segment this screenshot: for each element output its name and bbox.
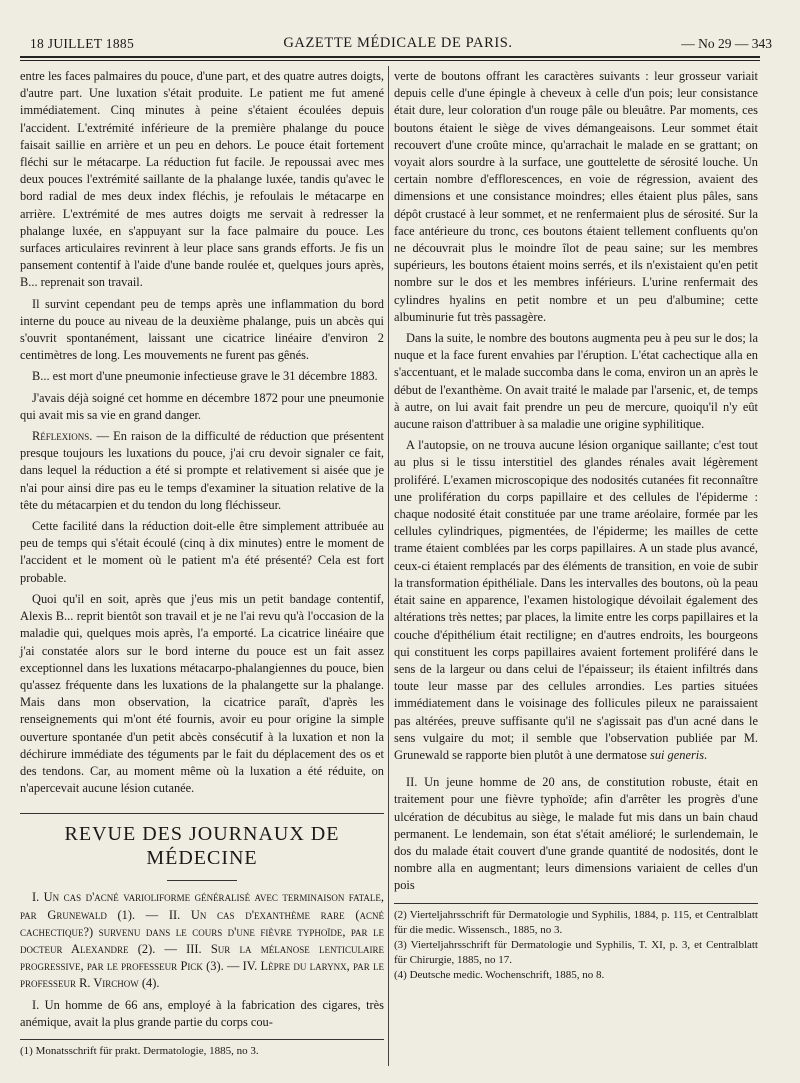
journal-title: GAZETTE MÉDICALE DE PARIS. xyxy=(283,35,513,51)
paragraph-end: . xyxy=(704,747,708,762)
paragraph: Quoi qu'il en soit, après que j'eus mis un petit bandage contentif, Alexis B... reprit bientôt son travail et je ne l'ai revu qu'à l'occasion de la maladie qui, quelques mois après, l'a emporté. La cicatrice linéaire que j'ai constatée alors sur le bord interne du pouce est un fait assez exceptionnel dans les luxations métacarpo-phalangiennes du pouce, bien qu'assez fréquente dans les luxations de la phalangette sur la phalange. Mais dans mon observation, la cicatrice paraît, d'après les renseignements qui m'ont été fournis, avoir eu pour origine la simple ouverture spontanée d'un petit abcès consécutif à la luxation et non la déchirure immédiate des téguments par le fait du déplacement des os et des tendons. Car, au moment même où la luxation a été réduite, on n'apercevait aucune lésion cutanée. xyxy=(20,591,384,796)
emphasis: sui generis xyxy=(650,747,705,762)
paragraph: II. Un jeune homme de 20 ans, de constitution robuste, était en traitement pour une fièvre typhoïde; afin d'arrêter les progrès d'une ulcération de décubitus au siège, le malade fut mis dans un bain chaud permanent. Le lendemain, son état s'était amélioré; le surlendemain, le dos du malade était couvert d'une grande quantité de nodosités, dont le nombre alla en augmentant; leurs dimensions variaient de celles d'un pois xyxy=(394,775,758,893)
paragraph: entre les faces palmaires du pouce, d'une part, et des quatre autres doigts, d'autre part. Une luxation s'était produite. Le patient me fut amené immédiatement. Cinq minutes à peine s'étaient écoulées depuis l'accident. L'extrémité inférieure de la première phalange du pouce faisait saillie en arrière et un peu en dehors. Le pouce était fortement fléchi sur le métacarpe. La réduction fut facile. Je repoussai avec mes deux pouces l'extrémité saillante de la phalange luxée, tandis qu'avec le bord radial de mes deux index fléchis, je refoulais le métacarpe en arrière. L'extrémité de mes autres doigts me servait à redresser la phalange luxée, en s'appuyant sur la face palmaire du pouce. Les surfaces articulaires revinrent à leur place sans grands efforts. Je fis un pansement contentif à l'aide d'une bande roulée et, quelques jours après, B... reprenait son travail. xyxy=(20,69,384,290)
running-header xyxy=(24,34,772,54)
header-rule xyxy=(20,56,760,58)
header-date: 18 JUILLET 1885 xyxy=(30,36,134,51)
review-contents: I. Un cas d'acné varioliforme généralisé avec terminaison fatale, par Grunewald (1). — II. Un cas d'exanthème rare (acné cachectique?) survenu dans le cours d'une fièvre typhoïde, par le docteur Alexandre (2). — III. Sur la mélanose lenticulaire progressive, par le professeur Pick (3). — IV. Lèpre du larynx, par le professeur R. Virchow (4). xyxy=(20,890,384,991)
right-column xyxy=(394,68,758,983)
footnote: (4) Deutsche medic. Wochenschrift, 1885, no 8. xyxy=(394,968,605,981)
footnote: (3) Vierteljahrsschrift für Dermatologie und Syphilis, T. XI, p. 3, et Centralblatt für Chirurgie, 1885, no 17. xyxy=(394,938,758,966)
header-rule-thin xyxy=(20,60,760,61)
left-column xyxy=(20,68,384,1059)
reflexions-label: Réflexions. xyxy=(32,429,93,444)
paragraph: I. Un homme de 66 ans, employé à la fabrication des cigares, très anémique, avait la plus grande partie du corps cou- xyxy=(20,997,384,1029)
paragraph: J'avais déjà soigné cet homme en décembre 1872 pour une pneumonie qui avait mis sa vie en grand danger. xyxy=(20,390,384,422)
paragraph: Cette facilité dans la réduction doit-elle être simplement attribuée au peu de temps qui s'était écoulé (cinq à dix minutes) entre le moment de l'accident et le moment où le patient m'a été présenté? Cela est fort probable. xyxy=(20,519,384,585)
section-rule xyxy=(167,880,237,881)
reflexions-text: — En raison de la difficulté de réduction que présentent presque toujours les luxations du pouce, j'ai cru devoir signaler ce fait, dans lequel la réduction a été si prompte et relativement si aisée que je n'ai pour ainsi dire pas eu le temps d'examiner la situation relative de la tête du métacarpien et du tendon du long fléchisseur. xyxy=(20,429,384,512)
footnote-rule xyxy=(20,1039,384,1040)
paragraph-text: A l'autopsie, on ne trouva aucune lésion organique saillante; c'est tout au plus si le tissu interstitiel des glandes rénales avait légèrement proliféré. L'examen microscopique des nodosités cutanées fit reconnaître une prolifération du corps papillaire et des cellules de l'épiderme : chaque nodosité était constituée par une trame aréolaire, formée par les cellules cylindriques, pigmentées, de l'épiderme; les mailles de cette trame étaient comblées par les corps papillaires. A un stade plus avancé, ceux-ci étaient remplacés par des éléments de transition, en voie de subir la transformation épithéliale. Dans les intervalles des boutons, où la peau était saine en apparence, l'examen histologique dévoilait également des altérations très nettes; par places, la limite entre les corps papillaires et la couche d'épithélium était rectiligne; en d'autres endroits, les bourgeons qui constituent les corps papillaires avaient fortement proliféré dans le sens de la largeur ou dans celui de l'épaisseur; ils étaient infiltrés dans toute leur masse par des cellules arrondies. Les parties situées immédiatement dans le voisinage des follicules pileux ne paraissaient pas altérées, preuve suffisante qu'il ne s'agissait pas d'un acné dans le sens vulgaire du mot; il semble que l'observation publiée par M. Grunewald se rapporte bien plutôt à une dermatose xyxy=(394,438,758,762)
reflexions-paragraph xyxy=(20,428,384,514)
paragraph: B... est mort d'une pneumonie infectieuse grave le 31 décembre 1883. xyxy=(32,369,378,384)
paragraph: verte de boutons offrant les caractères suivants : leur grosseur variait depuis celle d'une épingle à cheveux à celle d'un pois; leur consistance était dure, leur coloration d'un rouge pâle ou bleuâtre. Par moments, ces boutons étaient le siège de vives démangeaisons. Leur sommet était recouvert d'une croûte mince, qu'arrachait le malade en se grattant; on voyait alors sourdre à la surface, une gouttelette de sérosité louche. Un certain nombre d'efflorescences, en voie de régression, avaient des dimensions et une consistance moindres; elles étaient plus pâles, sans dépôt crustacé à leur sommet, et ne renfermaient plus de sérosité. Sur la face antérieure du tronc, ces boutons étaient tellement confluents qu'on ne découvrait plus le moindre îlot de peau saine; sur les membres supérieurs, les boutons étaient moins serrés, et ils n'existaient qu'en petit nombre sur le dos et les membres inférieurs. L'urine renfermait des cylindres hyalins en petit nombre et un peu d'albumine; cette albuminurie fut très passagère. xyxy=(394,69,758,324)
section-title: REVUE DES JOURNAUX DE MÉDECINE xyxy=(20,813,384,870)
footnote-rule xyxy=(394,903,758,904)
issue-page-number: — No 29 — 343 xyxy=(681,36,772,51)
paragraph xyxy=(394,437,758,764)
paragraph: Il survint cependant peu de temps après une inflammation du bord interne du pouce au niveau de la deuxième phalange, puis un abcès qui s'ouvrit spontanément, laissant une cicatrice linéaire d'environ 2 centimètres de long. Les mouvements ne furent pas gênés. xyxy=(20,296,384,363)
footnote: (1) Monatsschrift für prakt. Dermatologie, 1885, no 3. xyxy=(20,1044,259,1057)
column-divider xyxy=(388,66,389,1066)
footnote: (2) Vierteljahrsschrift für Dermatologie und Syphilis, 1884, p. 115, et Centralblatt für die medic. Wissensch., 1885, no 3. xyxy=(394,908,758,936)
paragraph: Dans la suite, le nombre des boutons augmenta peu à peu sur le dos; la nuque et la face furent envahies par l'éruption. L'état cachectique alla en s'accentuant, et le malade succomba dans le coma, environ un an après le début de l'exanthème. On avait traité le malade par l'arsenic, et, de temps à autre, on lui avait fait prendre un peu de mercure, quoiqu'il n'y eût aucune raison d'attribuer à sa maladie une origine syphilitique. xyxy=(394,331,758,432)
